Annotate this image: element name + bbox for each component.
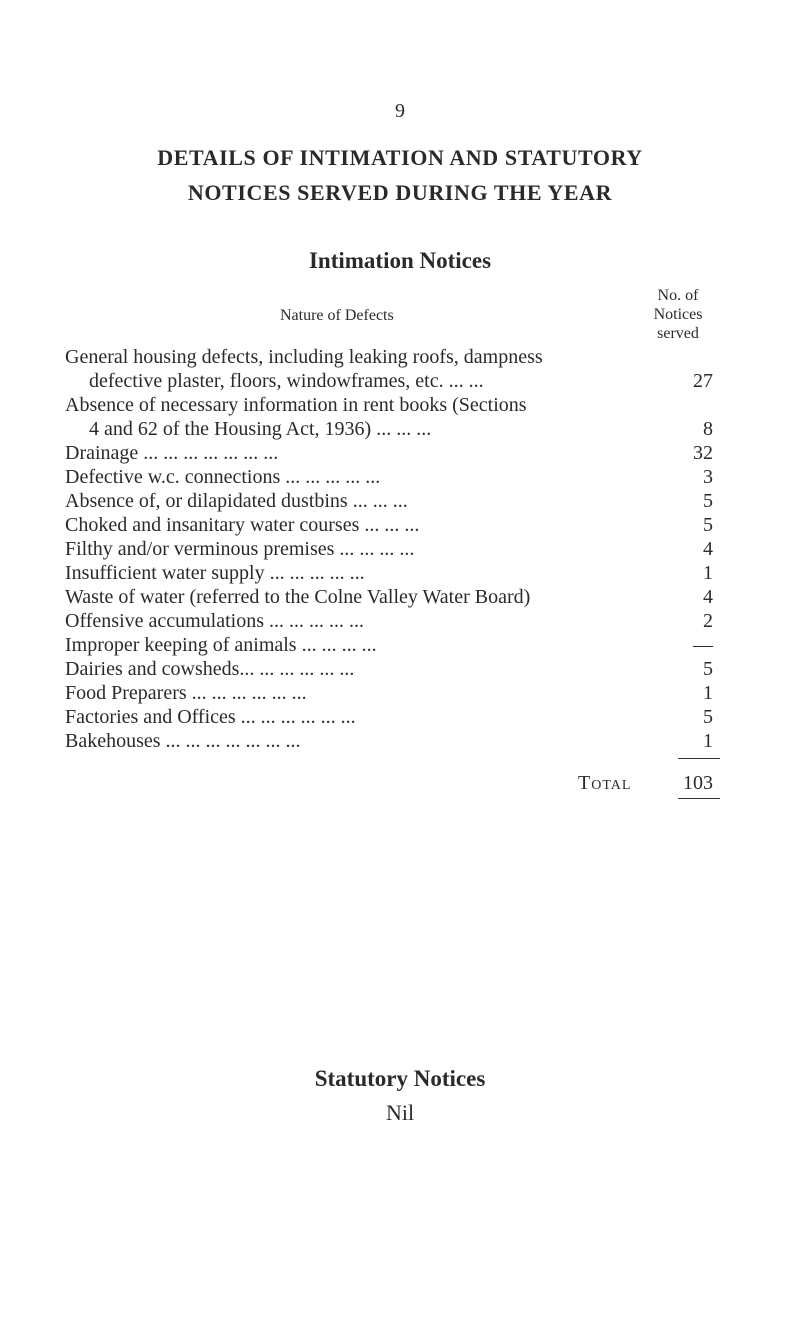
defect-label: Defective w.c. connections ... ... ... ... ... [65,466,381,488]
statutory-heading: Statutory Notices [314,1066,486,1091]
table-row [65,537,721,561]
defects-table [65,345,721,753]
column-header-served [636,286,720,343]
column-header-defects: Nature of Defects [280,307,394,324]
table-row [65,345,721,369]
notices-count: 27 [693,370,713,392]
table-row [65,393,721,417]
page-title-line1: DETAILS OF INTIMATION AND STATUTORY [157,145,643,170]
notices-count: 5 [703,490,713,512]
notices-count: 3 [703,466,713,488]
total-rule-bottom [678,798,720,799]
defect-label: General housing defects, including leaking roofs, dampness [65,346,543,368]
defect-label: Waste of water (referred to the Colne Valley Water Board) [65,586,531,608]
defect-label: Offensive accumulations ... ... ... ... ... [65,610,365,632]
defect-label: Dairies and cowsheds... ... ... ... ... ... [65,658,355,680]
table-row [65,513,721,537]
statutory-value: Nil [385,1100,415,1125]
defect-label: Absence of, or dilapidated dustbins ... ... ... [65,490,408,512]
notices-count: 32 [693,442,713,464]
defect-label: Choked and insanitary water courses ... ... ... [65,514,420,536]
table-row [65,633,721,657]
notices-count: 5 [703,514,713,536]
column-header-served-line: served [657,325,699,342]
total-value: 103 [683,772,713,794]
defect-label: Bakehouses ... ... ... ... ... ... ... [65,730,301,752]
intimation-heading: Intimation Notices [308,248,492,273]
defect-label: defective plaster, floors, windowframes, etc. ... ... [89,370,484,392]
table-row [65,705,721,729]
total-label: Total [578,772,632,794]
notices-count: 1 [703,562,713,584]
notices-count: 5 [703,658,713,680]
table-row [65,561,721,585]
table-row [65,369,721,393]
defect-label: Drainage ... ... ... ... ... ... ... [65,442,279,464]
table-row [65,729,721,753]
table-row [65,417,721,441]
table-row [65,609,721,633]
total-rule-top [678,758,720,759]
table-row [65,489,721,513]
table-row [65,585,721,609]
table-row [65,657,721,681]
defect-label: Absence of necessary information in rent books (Sections [65,394,527,416]
notices-count: 1 [703,682,713,704]
notices-count: 1 [703,730,713,752]
notices-count: 2 [703,610,713,632]
defect-label: Insufficient water supply ... ... ... ... ... [65,562,365,584]
notices-count: 5 [703,706,713,728]
notices-count: 4 [703,586,713,608]
notices-count: 4 [703,538,713,560]
defect-label: Food Preparers ... ... ... ... ... ... [65,682,307,704]
notices-count: 8 [703,418,713,440]
defect-label: 4 and 62 of the Housing Act, 1936) ... ... ... [89,418,432,440]
defect-label: Factories and Offices ... ... ... ... ... ... [65,706,356,728]
page-number: 9 [395,100,405,122]
table-row [65,441,721,465]
page-title-line2: NOTICES SERVED DURING THE YEAR [187,180,613,205]
column-header-served-line: No. of [657,287,699,304]
notices-count: — [693,634,713,656]
column-header-served-line: Notices [653,306,703,323]
table-row [65,465,721,489]
table-row [65,681,721,705]
defect-label: Filthy and/or verminous premises ... ... ... ... [65,538,415,560]
defect-label: Improper keeping of animals ... ... ... ... [65,634,377,656]
